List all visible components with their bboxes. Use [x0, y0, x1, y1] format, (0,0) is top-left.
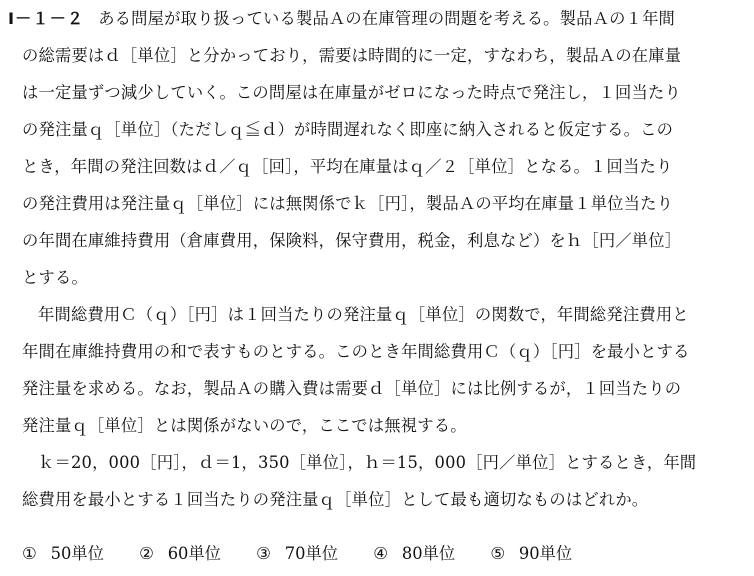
question-line-8: とする。: [22, 268, 88, 287]
question-number: Ⅰ－１－２: [8, 9, 85, 28]
paragraph-2-line-1: 年間総費用Ｃ（ｑ）［円］は１回当たりの発注量ｑ［単位］の関数で，年間総発注費用と: [38, 305, 689, 324]
paragraph-2-line-3: 発注量を求める。なお，製品Ａの購入費は需要ｄ［単位］には比例するが，１回当たりの: [22, 379, 682, 398]
question-line-2: の総需要はｄ［単位］と分かっており，需要は時間的に一定，すなわち，製品Ａの在庫量: [22, 46, 682, 65]
answer-choices: [22, 543, 602, 565]
choice-2[interactable]: [139, 543, 221, 565]
question-line-3: は一定量ずつ減少していく。この問屋は在庫量がゼロになった時点で発注し，１回当たり: [22, 83, 681, 102]
question-line-5: とき，年間の発注回数はｄ／ｑ［回］，平均在庫量はｑ／２［単位］となる。１回当たり: [22, 157, 673, 176]
choice-3-label: 70単位: [284, 544, 339, 563]
choice-2-number: ②: [139, 544, 154, 563]
question-line-1: [8, 8, 675, 30]
question-line-4: の発注量ｑ［単位］（ただしｑ≦ｄ）が時間遅れなく即座に納入されると仮定する。この: [22, 120, 674, 139]
choice-5-number: ⑤: [490, 544, 505, 563]
choice-1[interactable]: [22, 543, 104, 565]
choice-4-label: 80単位: [401, 544, 456, 563]
choice-4-number: ④: [373, 544, 388, 563]
choice-1-label: 50単位: [50, 544, 104, 563]
choice-3-number: ③: [256, 544, 271, 563]
choice-1-number: ①: [22, 544, 37, 563]
paragraph-2-line-2: 年間在庫維持費用の和で表すものとする。このとき年間総費用Ｃ（ｑ）［円］を最小とする: [22, 342, 690, 361]
choice-3[interactable]: [256, 543, 338, 565]
choice-5-label: 90単位: [518, 544, 573, 563]
question-text: ある問屋が取り扱っている製品Ａの在庫管理の問題を考える。製品Ａの１年間: [98, 9, 676, 28]
paragraph-3-line-1: ｋ＝20，000［円］，ｄ＝1，350［単位］，ｈ＝15，000［円／単位］とするとき，年間: [38, 453, 697, 472]
question-line-7: の年間在庫維持費用（倉庫費用，保険料，保守費用，税金，利息など）をｈ［円／単位］: [22, 231, 682, 250]
paragraph-3-line-2: 総費用を最小とする１回当たりの発注量ｑ［単位］として最も適切なものはどれか。: [22, 490, 649, 509]
paragraph-2-line-4: 発注量ｑ［単位］とは関係がないので，ここでは無視する。: [22, 416, 467, 435]
choice-4[interactable]: [373, 543, 455, 565]
choice-5[interactable]: [490, 543, 572, 565]
question-line-6: の発注費用は発注量ｑ［単位］には無関係でｋ［円］，製品Ａの平均在庫量１単位当たり: [22, 194, 674, 213]
choice-2-label: 60単位: [167, 544, 221, 563]
